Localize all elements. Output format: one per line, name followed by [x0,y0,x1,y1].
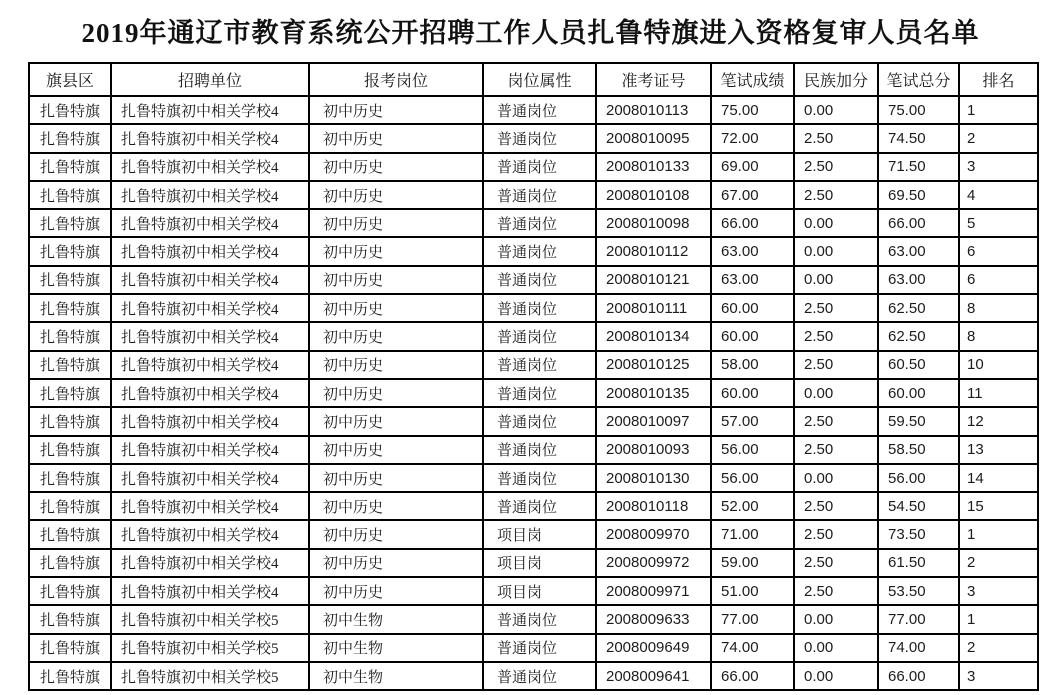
table-cell: 71.50 [878,153,959,181]
table-cell: 2.50 [794,181,878,209]
table-cell: 扎鲁特旗 [29,153,111,181]
column-header: 笔试总分 [878,63,959,96]
table-cell: 59.50 [878,407,959,435]
table-cell: 扎鲁特旗 [29,124,111,152]
table-cell: 扎鲁特旗初中相关学校4 [111,237,309,265]
table-row [29,266,1038,294]
table-cell: 72.00 [711,124,794,152]
table-cell: 普通岗位 [483,634,596,662]
table-cell: 2008010097 [596,407,711,435]
table-cell: 61.50 [878,549,959,577]
table-cell: 6 [959,266,1038,294]
table-cell: 2.50 [794,577,878,605]
table-cell: 2.50 [794,407,878,435]
table-cell: 51.00 [711,577,794,605]
table-cell: 初中历史 [309,492,483,520]
table-cell: 0.00 [794,96,878,124]
column-header: 招聘单位 [111,63,309,96]
table-cell: 项目岗 [483,549,596,577]
table-cell: 初中历史 [309,577,483,605]
table-cell: 0.00 [794,605,878,633]
table-cell: 扎鲁特旗 [29,436,111,464]
table-cell: 13 [959,436,1038,464]
table-row [29,549,1038,577]
table-row [29,209,1038,237]
table-cell: 2.50 [794,492,878,520]
table-cell: 73.50 [878,520,959,548]
table-cell: 69.00 [711,153,794,181]
table-cell: 普通岗位 [483,153,596,181]
table-cell: 普通岗位 [483,294,596,322]
table-cell: 2008010112 [596,237,711,265]
table-cell: 6 [959,237,1038,265]
table-cell: 2008010133 [596,153,711,181]
table-cell: 0.00 [794,266,878,294]
table-row [29,379,1038,407]
table-row [29,577,1038,605]
table-cell: 普通岗位 [483,322,596,350]
table-cell: 63.00 [711,237,794,265]
table-cell: 53.50 [878,577,959,605]
table-cell: 10 [959,351,1038,379]
table-cell: 57.00 [711,407,794,435]
table-cell: 扎鲁特旗初中相关学校4 [111,492,309,520]
table-cell: 扎鲁特旗初中相关学校4 [111,464,309,492]
table-cell: 2008010098 [596,209,711,237]
table-cell: 63.00 [878,237,959,265]
table-cell: 扎鲁特旗 [29,237,111,265]
table-cell: 初中历史 [309,549,483,577]
table-cell: 12 [959,407,1038,435]
table-cell: 54.50 [878,492,959,520]
table-cell: 63.00 [878,266,959,294]
table-cell: 扎鲁特旗 [29,634,111,662]
table-row [29,237,1038,265]
table-cell: 0.00 [794,634,878,662]
table-cell: 75.00 [711,96,794,124]
table-cell: 66.00 [711,662,794,690]
table-cell: 扎鲁特旗初中相关学校4 [111,181,309,209]
table-cell: 4 [959,181,1038,209]
table-cell: 扎鲁特旗初中相关学校4 [111,351,309,379]
table-cell: 扎鲁特旗 [29,520,111,548]
table-cell: 2.50 [794,153,878,181]
table-cell: 初中生物 [309,634,483,662]
table-cell: 66.00 [878,662,959,690]
table-cell: 扎鲁特旗初中相关学校4 [111,549,309,577]
table-cell: 15 [959,492,1038,520]
table-cell: 1 [959,605,1038,633]
table-cell: 0.00 [794,209,878,237]
table-cell: 58.00 [711,351,794,379]
table-cell: 扎鲁特旗初中相关学校4 [111,124,309,152]
table-cell: 60.50 [878,351,959,379]
table-cell: 75.00 [878,96,959,124]
table-cell: 扎鲁特旗初中相关学校4 [111,520,309,548]
column-header: 笔试成绩 [711,63,794,96]
table-cell: 扎鲁特旗初中相关学校4 [111,266,309,294]
table-cell: 1 [959,520,1038,548]
table-cell: 2008010108 [596,181,711,209]
table-cell: 2008009649 [596,634,711,662]
table-cell: 66.00 [711,209,794,237]
table-cell: 74.00 [711,634,794,662]
table-cell: 56.00 [878,464,959,492]
table-row [29,351,1038,379]
table-cell: 60.00 [878,379,959,407]
table-cell: 2008009971 [596,577,711,605]
table-body [29,96,1038,690]
table-cell: 普通岗位 [483,96,596,124]
table-row [29,181,1038,209]
column-header: 准考证号 [596,63,711,96]
table-row [29,605,1038,633]
table-cell: 2.50 [794,322,878,350]
table-cell: 66.00 [878,209,959,237]
table-cell: 普通岗位 [483,351,596,379]
table-cell: 扎鲁特旗初中相关学校4 [111,436,309,464]
table-row [29,464,1038,492]
table-cell: 60.00 [711,322,794,350]
table-cell: 扎鲁特旗 [29,266,111,294]
table-cell: 初中生物 [309,605,483,633]
table-cell: 0.00 [794,379,878,407]
table-cell: 60.00 [711,379,794,407]
table-cell: 2008010135 [596,379,711,407]
table-cell: 62.50 [878,322,959,350]
table-row [29,662,1038,690]
table-cell: 2008010113 [596,96,711,124]
table-cell: 56.00 [711,464,794,492]
table-cell: 2 [959,634,1038,662]
table-cell: 初中历史 [309,351,483,379]
table-cell: 普通岗位 [483,124,596,152]
table-cell: 扎鲁特旗 [29,351,111,379]
column-header: 旗县区 [29,63,111,96]
table-cell: 扎鲁特旗初中相关学校5 [111,662,309,690]
table-cell: 2008010134 [596,322,711,350]
table-cell: 2008009972 [596,549,711,577]
table-cell: 扎鲁特旗初中相关学校4 [111,294,309,322]
table-cell: 普通岗位 [483,237,596,265]
table-cell: 71.00 [711,520,794,548]
table-cell: 初中历史 [309,266,483,294]
table-cell: 14 [959,464,1038,492]
table-cell: 扎鲁特旗 [29,294,111,322]
table-cell: 77.00 [878,605,959,633]
table-cell: 2008010121 [596,266,711,294]
table-cell: 初中历史 [309,237,483,265]
table-cell: 普通岗位 [483,379,596,407]
table-cell: 扎鲁特旗 [29,577,111,605]
table-cell: 普通岗位 [483,464,596,492]
table-cell: 2.50 [794,294,878,322]
table-cell: 普通岗位 [483,266,596,294]
table-cell: 初中历史 [309,436,483,464]
table-cell: 初中历史 [309,520,483,548]
table-cell: 2008010125 [596,351,711,379]
table-cell: 2008009970 [596,520,711,548]
table-cell: 扎鲁特旗 [29,96,111,124]
table-cell: 3 [959,662,1038,690]
table-cell: 初中历史 [309,407,483,435]
table-row [29,407,1038,435]
table-cell: 项目岗 [483,520,596,548]
table-cell: 普通岗位 [483,181,596,209]
table-cell: 扎鲁特旗 [29,181,111,209]
table-cell: 扎鲁特旗初中相关学校4 [111,153,309,181]
table-cell: 2.50 [794,351,878,379]
table-cell: 扎鲁特旗 [29,492,111,520]
table-cell: 普通岗位 [483,407,596,435]
table-cell: 2008010093 [596,436,711,464]
table-cell: 2008009641 [596,662,711,690]
table-cell: 52.00 [711,492,794,520]
table-cell: 0.00 [794,464,878,492]
table-cell: 2.50 [794,549,878,577]
table-cell: 74.50 [878,124,959,152]
table-cell: 普通岗位 [483,605,596,633]
table-cell: 11 [959,379,1038,407]
table-cell: 初中历史 [309,322,483,350]
table-cell: 初中历史 [309,209,483,237]
table-cell: 扎鲁特旗初中相关学校4 [111,407,309,435]
table-cell: 1 [959,96,1038,124]
table-cell: 8 [959,294,1038,322]
column-header: 报考岗位 [309,63,483,96]
table-cell: 扎鲁特旗初中相关学校4 [111,96,309,124]
table-cell: 初中历史 [309,96,483,124]
table-row [29,153,1038,181]
table-cell: 扎鲁特旗 [29,379,111,407]
table-row [29,322,1038,350]
table-cell: 初中历史 [309,124,483,152]
table-cell: 67.00 [711,181,794,209]
table-cell: 3 [959,577,1038,605]
table-cell: 扎鲁特旗 [29,605,111,633]
table-row [29,520,1038,548]
table-cell: 59.00 [711,549,794,577]
table-cell: 69.50 [878,181,959,209]
header-row [29,63,1038,96]
table-cell: 62.50 [878,294,959,322]
table-cell: 74.00 [878,634,959,662]
table-cell: 2.50 [794,124,878,152]
table-cell: 0.00 [794,662,878,690]
table-cell: 3 [959,153,1038,181]
table-cell: 扎鲁特旗 [29,549,111,577]
table-cell: 2008010130 [596,464,711,492]
table-cell: 2 [959,124,1038,152]
table-cell: 63.00 [711,266,794,294]
table-cell: 60.00 [711,294,794,322]
results-table [28,62,1039,691]
table-cell: 0.00 [794,237,878,265]
table-cell: 2008009633 [596,605,711,633]
table-cell: 初中历史 [309,294,483,322]
page-title: 2019年通辽市教育系统公开招聘工作人员扎鲁特旗进入资格复审人员名单 [81,18,980,48]
column-header: 民族加分 [794,63,878,96]
table-cell: 扎鲁特旗 [29,322,111,350]
table-cell: 项目岗 [483,577,596,605]
table-cell: 扎鲁特旗初中相关学校5 [111,634,309,662]
table-cell: 初中生物 [309,662,483,690]
table-cell: 8 [959,322,1038,350]
table-cell: 初中历史 [309,153,483,181]
table-cell: 扎鲁特旗 [29,407,111,435]
table-cell: 2.50 [794,520,878,548]
table-row [29,492,1038,520]
table-cell: 初中历史 [309,181,483,209]
column-header: 岗位属性 [483,63,596,96]
table-cell: 扎鲁特旗初中相关学校4 [111,322,309,350]
table-row [29,96,1038,124]
table-row [29,294,1038,322]
table-cell: 2 [959,549,1038,577]
table-cell: 2008010111 [596,294,711,322]
table-cell: 58.50 [878,436,959,464]
table-cell: 77.00 [711,605,794,633]
table-cell: 普通岗位 [483,662,596,690]
table-cell: 扎鲁特旗初中相关学校4 [111,209,309,237]
table-row [29,634,1038,662]
table-cell: 初中历史 [309,379,483,407]
table-cell: 扎鲁特旗 [29,662,111,690]
table-cell: 扎鲁特旗 [29,209,111,237]
table-cell: 扎鲁特旗初中相关学校4 [111,577,309,605]
table-cell: 扎鲁特旗 [29,464,111,492]
column-header: 排名 [959,63,1038,96]
table-cell: 初中历史 [309,464,483,492]
table-cell: 扎鲁特旗初中相关学校4 [111,379,309,407]
table-cell: 扎鲁特旗初中相关学校5 [111,605,309,633]
table-cell: 2008010095 [596,124,711,152]
table-cell: 2.50 [794,436,878,464]
table-row [29,436,1038,464]
table-cell: 普通岗位 [483,209,596,237]
table-cell: 5 [959,209,1038,237]
table-cell: 普通岗位 [483,436,596,464]
table-row [29,124,1038,152]
table-cell: 普通岗位 [483,492,596,520]
table-cell: 56.00 [711,436,794,464]
table-cell: 2008010118 [596,492,711,520]
